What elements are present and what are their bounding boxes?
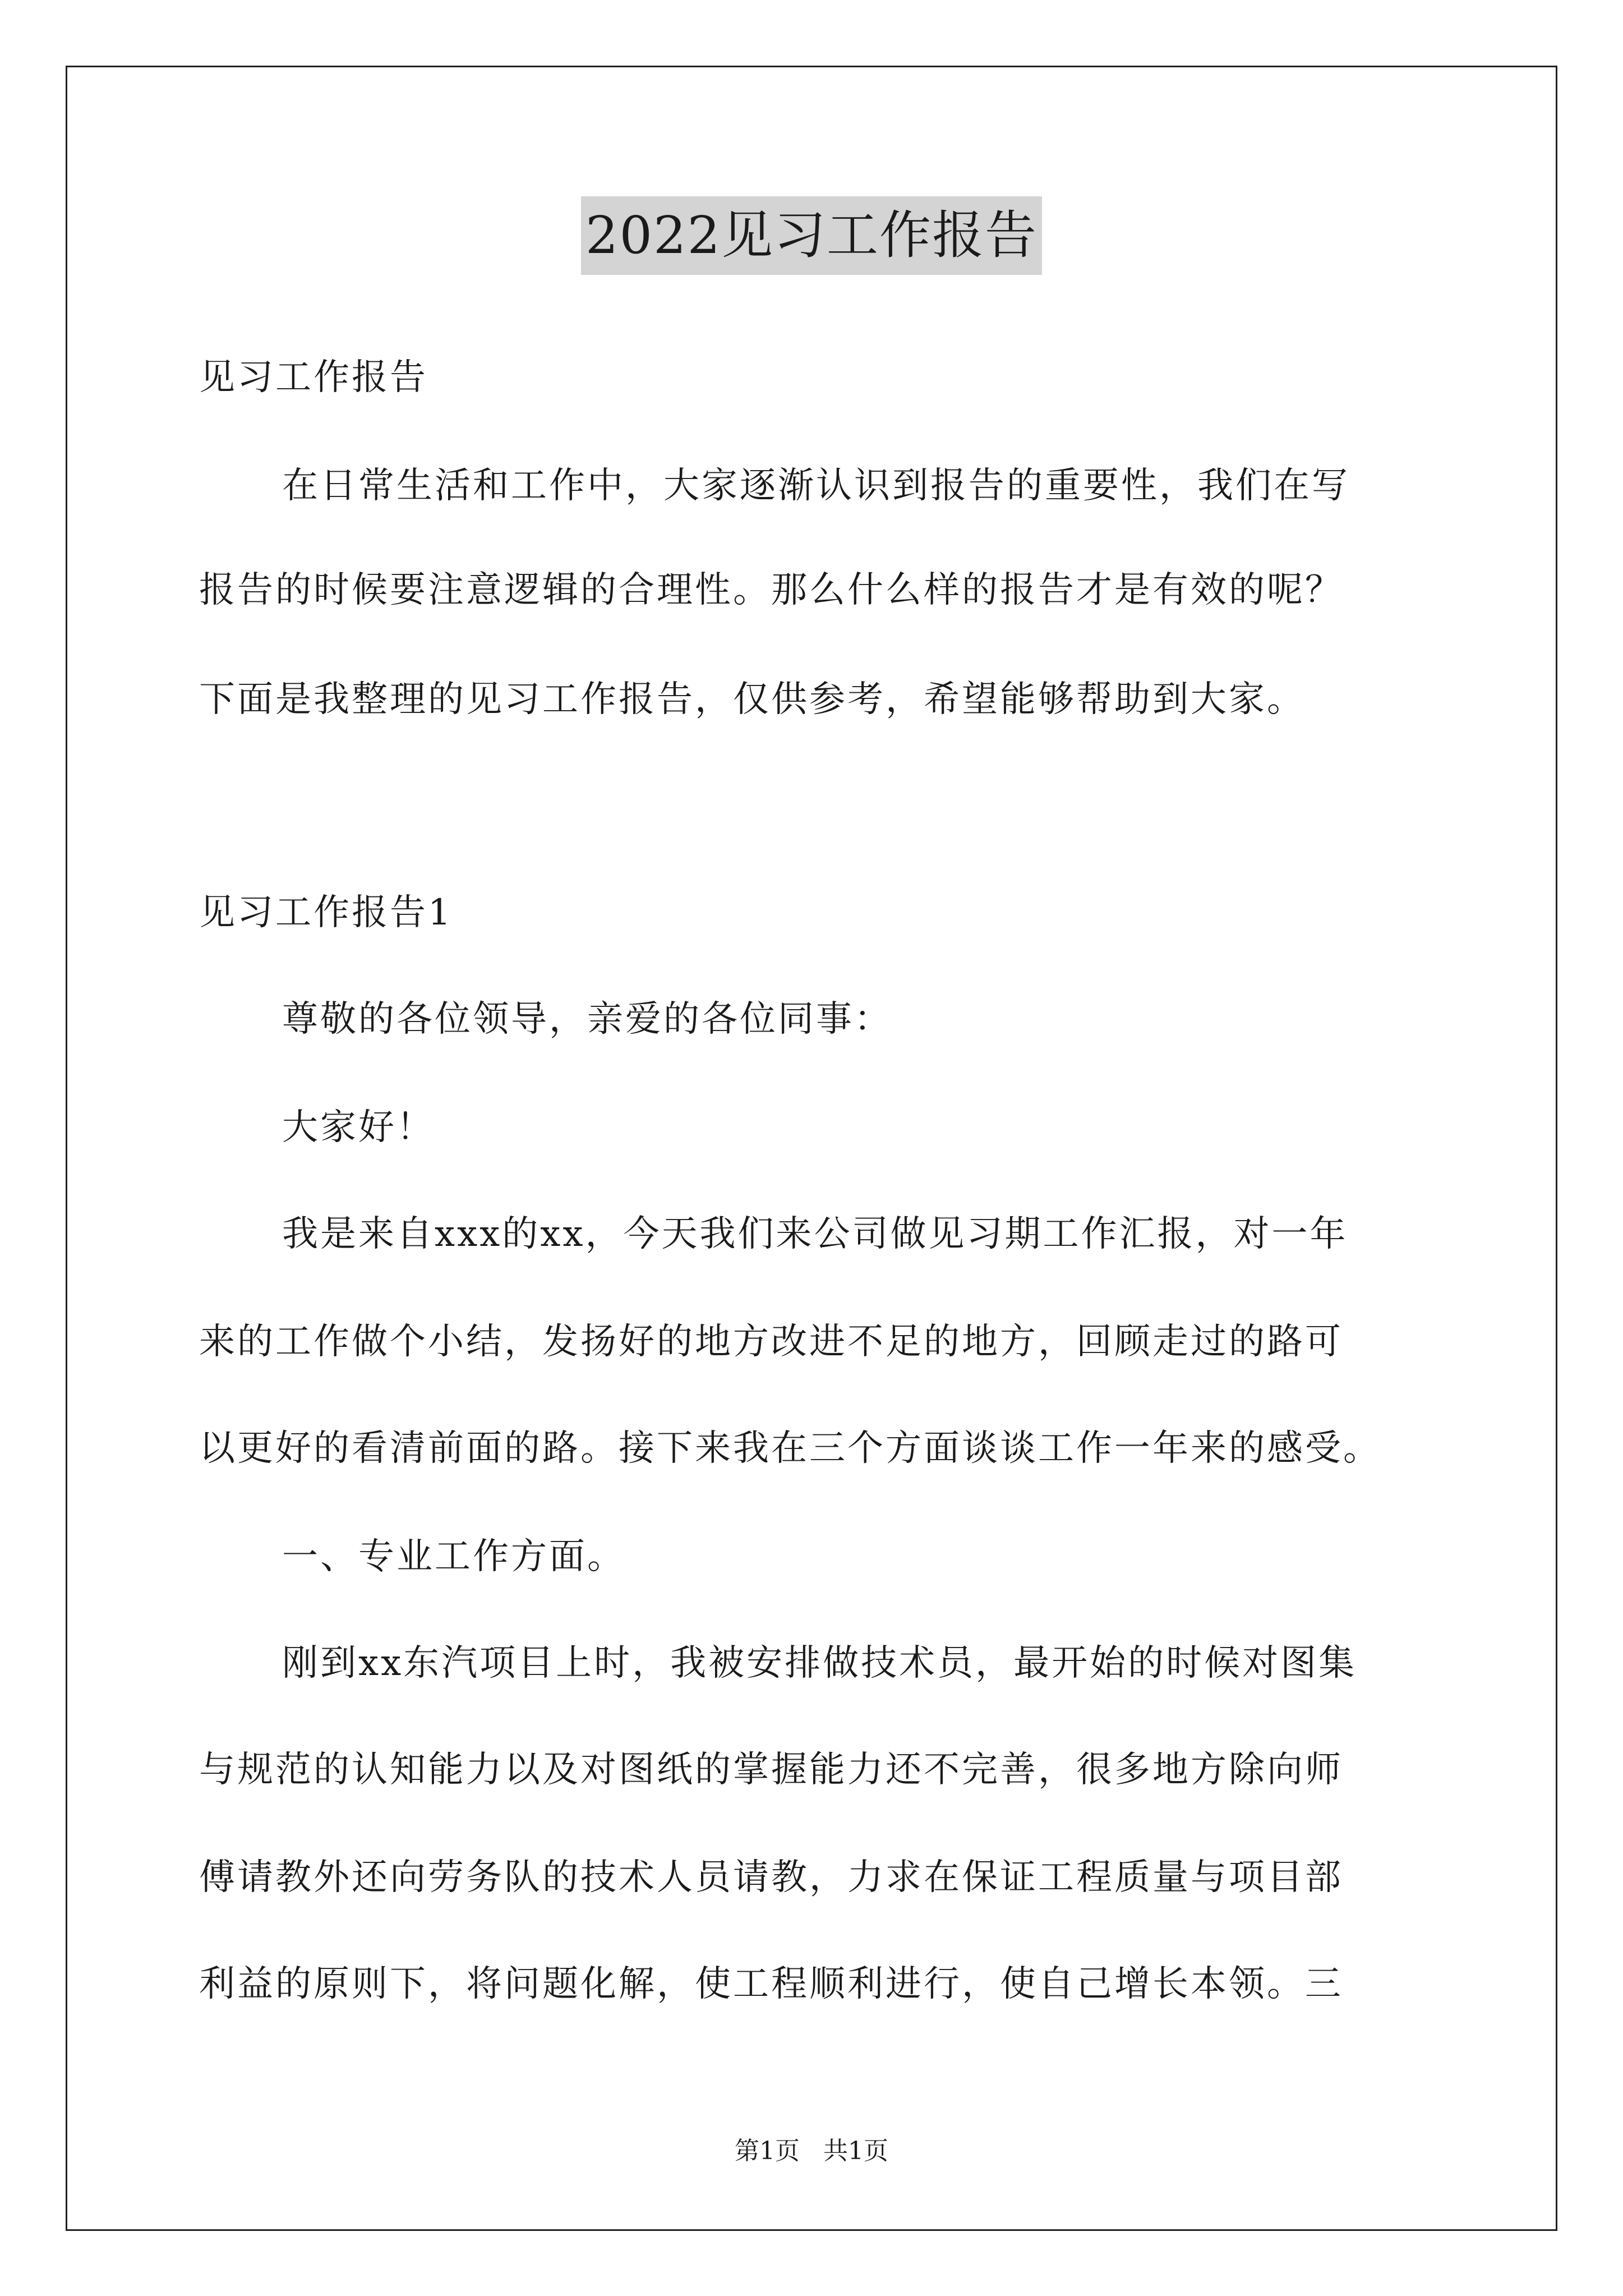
page-footer: 第1页 共1页	[735, 2137, 888, 2165]
paragraph-line: 报告的时候要注意逻辑的合理性。那么什么样的报告才是有效的呢？	[199, 569, 1343, 611]
paragraph-line: 在日常生活和工作中，大家逐渐认识到报告的重要性，我们在写	[282, 465, 1350, 507]
document-title	[0, 196, 1623, 275]
document-title-text: 2022见习工作报告	[581, 196, 1042, 275]
paragraph-line: 与规范的认知能力以及对图纸的掌握能力还不完善，很多地方除向师	[199, 1749, 1343, 1791]
paragraph-line: 傅请教外还向劳务队的技术人员请教，力求在保证工程质量与项目部	[199, 1857, 1343, 1898]
paragraph-line: 下面是我整理的见习工作报告，仅供参考，希望能够帮助到大家。	[199, 679, 1305, 720]
salutation-line: 尊敬的各位领导，亲爱的各位同事：	[282, 999, 892, 1040]
paragraph-line: 我是来自xxx的xx，今天我们来公司做见习期工作汇报，对一年	[282, 1213, 1348, 1255]
greeting-line: 大家好！	[282, 1107, 435, 1148]
subsection-heading: 一、专业工作方面。	[282, 1536, 625, 1577]
paragraph-line: 来的工作做个小结，发扬好的地方改进不足的地方，回顾走过的路可	[199, 1321, 1343, 1363]
paragraph-line: 利益的原则下，将问题化解，使工程顺利进行，使自己增长本领。三	[199, 1963, 1343, 2005]
section-heading: 见习工作报告1	[199, 892, 453, 933]
paragraph-line: 刚到xx东汽项目上时，我被安排做技术员，最开始的时候对图集	[282, 1642, 1357, 1684]
section-heading: 见习工作报告	[199, 357, 428, 398]
paragraph-line: 以更好的看清前面的路。接下来我在三个方面谈谈工作一年来的感受。	[199, 1428, 1381, 1469]
